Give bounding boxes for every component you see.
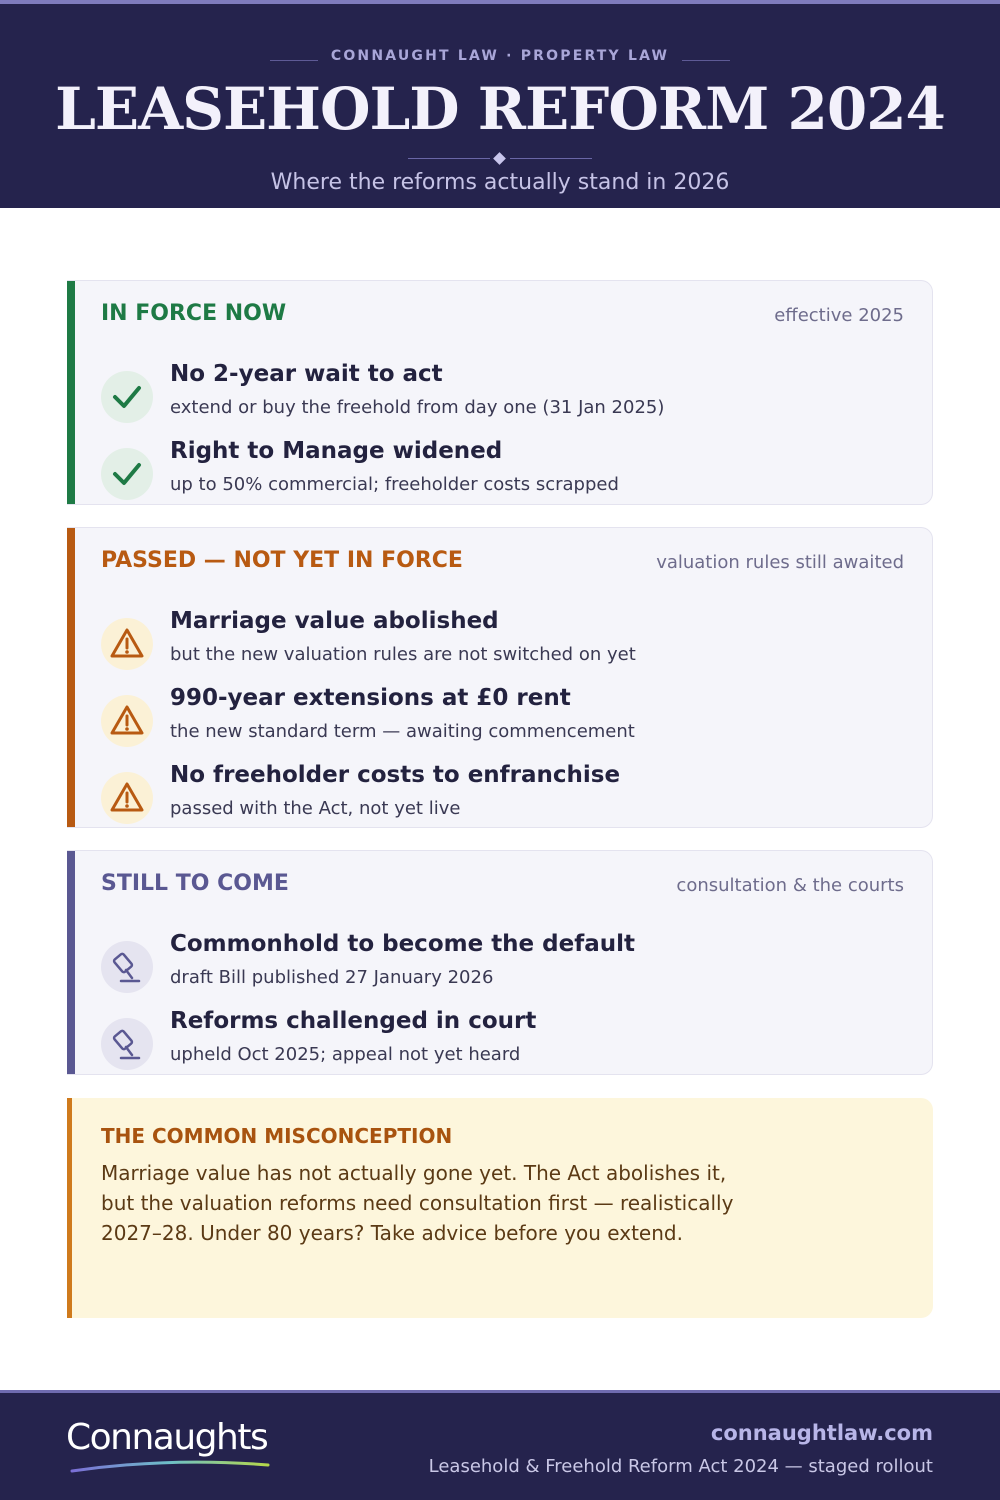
list-item xyxy=(101,438,901,504)
section-note: effective 2025 xyxy=(774,305,904,326)
brand-logo: Connaughts xyxy=(66,1417,268,1458)
callout-text-line: 2027–28. Under 80 years? Take advice before you extend. xyxy=(101,1221,683,1245)
item-description: draft Bill published 27 January 2026 xyxy=(170,967,494,988)
page-title: LEASEHOLD REFORM 2024 xyxy=(55,75,945,143)
list-item xyxy=(101,608,901,674)
check-icon xyxy=(101,448,153,500)
item-description: up to 50% commercial; freeholder costs scrapped xyxy=(170,474,619,495)
callout-text-line: Marriage value has not actually gone yet. The Act abolishes it, xyxy=(101,1161,727,1185)
kicker-label: CONNAUGHT LAW · PROPERTY LAW xyxy=(330,48,670,64)
item-description: the new standard term — awaiting commencement xyxy=(170,721,635,742)
list-item xyxy=(101,361,901,427)
item-title: Right to Manage widened xyxy=(170,438,503,464)
logo-swoosh-icon xyxy=(70,1459,270,1475)
website-link[interactable]: connaughtlaw.com xyxy=(710,1421,933,1445)
misconception-callout xyxy=(67,1098,933,1318)
footer-note: Leasehold & Freehold Reform Act 2024 — staged rollout xyxy=(428,1456,933,1477)
item-description: upheld Oct 2025; appeal not yet heard xyxy=(170,1044,521,1065)
footer xyxy=(0,1390,1000,1500)
section-title: STILL TO COME xyxy=(101,871,289,896)
section-accent-bar xyxy=(67,528,75,827)
section-note: valuation rules still awaited xyxy=(656,552,904,573)
callout-text-line: but the valuation reforms need consultation first — realistically xyxy=(101,1191,734,1215)
list-item xyxy=(101,762,901,828)
callout-title: THE COMMON MISCONCEPTION xyxy=(101,1124,453,1148)
section-accent-bar xyxy=(67,851,75,1074)
item-title: No 2-year wait to act xyxy=(170,361,443,387)
diamond-icon xyxy=(493,152,506,165)
warning-icon xyxy=(101,772,153,824)
check-icon xyxy=(101,371,153,423)
gavel-icon xyxy=(101,941,153,993)
section-note: consultation & the courts xyxy=(676,875,904,896)
section-passed xyxy=(67,527,933,828)
kicker-row xyxy=(0,48,1000,72)
item-title: No freeholder costs to enfranchise xyxy=(170,762,621,788)
callout-accent-bar xyxy=(67,1098,72,1318)
item-description: passed with the Act, not yet live xyxy=(170,798,461,819)
section-accent-bar xyxy=(67,281,75,504)
item-title: 990-year extensions at £0 rent xyxy=(170,685,571,711)
kicker-rule-right xyxy=(682,60,730,61)
item-title: Commonhold to become the default xyxy=(170,931,636,957)
list-item xyxy=(101,931,901,997)
header-banner xyxy=(0,0,1000,208)
section-in-force xyxy=(67,280,933,505)
list-item xyxy=(101,1008,901,1074)
item-title: Reforms challenged in court xyxy=(170,1008,537,1034)
ornament-divider xyxy=(408,152,592,166)
warning-icon xyxy=(101,695,153,747)
page-subtitle: Where the reforms actually stand in 2026 xyxy=(270,170,730,195)
gavel-icon xyxy=(101,1018,153,1070)
section-title: IN FORCE NOW xyxy=(101,301,287,326)
item-title: Marriage value abolished xyxy=(170,608,499,634)
item-description: extend or buy the freehold from day one (31 Jan 2025) xyxy=(170,397,665,418)
item-description: but the new valuation rules are not switched on yet xyxy=(170,644,636,665)
section-still-to-come xyxy=(67,850,933,1075)
warning-icon xyxy=(101,618,153,670)
list-item xyxy=(101,685,901,751)
section-title: PASSED — NOT YET IN FORCE xyxy=(101,548,463,573)
